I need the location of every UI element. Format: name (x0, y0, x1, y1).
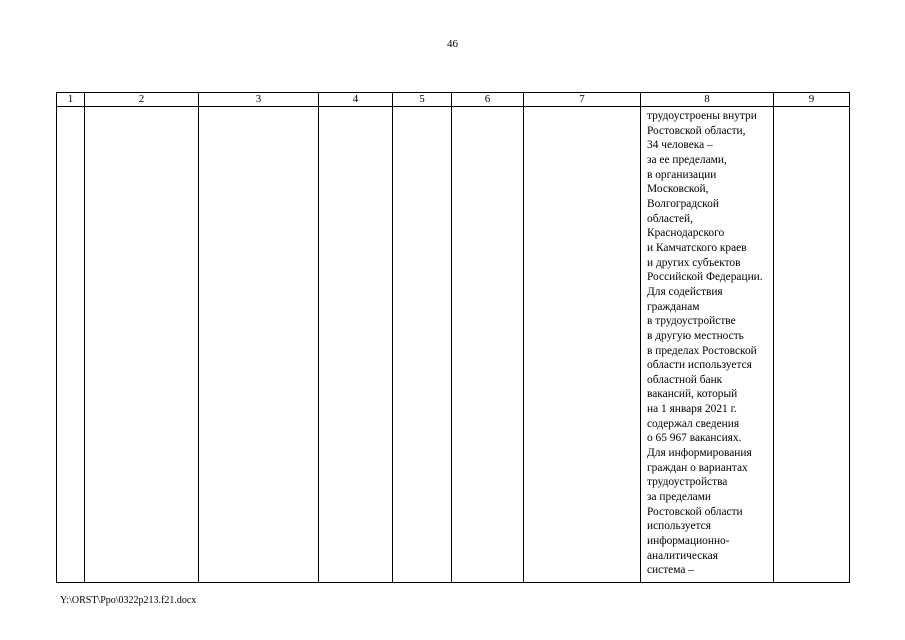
col8-text-line: аналитическая (647, 549, 718, 562)
col8-text-line: трудоустроены внутри (647, 110, 757, 122)
col8-text-line: о 65 967 вакансиях. (647, 432, 742, 445)
column-header-7: 7 (524, 93, 641, 107)
col8-text-line: на 1 января 2021 г. (647, 403, 737, 416)
col8-text-line: Краснодарского (647, 227, 725, 240)
col8-text-line: содержал сведения (647, 417, 740, 430)
col8-text-line: и Камчатского краев (647, 241, 747, 254)
data-table (56, 92, 850, 583)
col8-text-line: областей, (647, 212, 693, 225)
col8-text-line: Российской Федерации. (647, 271, 763, 284)
col8-text-line: в другую местность (647, 329, 744, 342)
table-cell-col6 (452, 107, 524, 583)
table-cell-col4 (319, 107, 393, 583)
column-header-1: 1 (57, 93, 85, 107)
col8-text-line: в организации (647, 168, 717, 181)
col8-text-line: информационно- (647, 535, 730, 548)
col8-text-line: трудоустройства (647, 476, 728, 489)
column-header-3: 3 (199, 93, 319, 107)
table-cell-col3 (199, 107, 319, 583)
column-header-4: 4 (319, 93, 393, 107)
column-header-8: 8 (641, 93, 774, 107)
column-header-2: 2 (85, 93, 199, 107)
table-cell-col2 (85, 107, 199, 583)
footer-file-path: Y:\ORST\Ppo\0322p213.f21.docx (60, 595, 197, 606)
column-header-9: 9 (774, 93, 850, 107)
col8-text-line: Ростовской области, (647, 124, 746, 137)
col8-text-line: Волгоградской (647, 197, 719, 210)
col8-text-line: за ее пределами, (647, 153, 727, 166)
table-header-row (57, 93, 850, 107)
col8-text-line: система – (647, 564, 694, 577)
col8-text-line: в трудоустройстве (647, 315, 736, 328)
col8-text-line: 34 человека – (647, 139, 713, 152)
col8-text-line: Для содействия (647, 285, 723, 298)
column-header-6: 6 (452, 93, 524, 107)
col8-text-line: используется (647, 520, 711, 533)
table-cell-col8 (641, 107, 774, 583)
table-cell-col5 (393, 107, 452, 583)
col8-text-line: Московской, (647, 183, 709, 196)
table-cell-col7 (524, 107, 641, 583)
col8-text-line: области используется (647, 359, 752, 372)
table-cell-col1 (57, 107, 85, 583)
col8-text-block (641, 107, 773, 578)
page-number: 46 (447, 38, 458, 50)
column-header-5: 5 (393, 93, 452, 107)
table-cell-col9 (774, 107, 850, 583)
col8-text-line: гражданам (647, 300, 700, 313)
col8-text-line: Для информирования (647, 447, 752, 460)
col8-text-line: вакансий, который (647, 388, 738, 401)
table-row (57, 107, 850, 583)
col8-text-line: граждан о вариантах (647, 461, 748, 474)
col8-text-line: Ростовской области (647, 505, 743, 518)
col8-text-line: за пределами (647, 491, 711, 504)
col8-text-line: и других субъектов (647, 256, 741, 269)
col8-text-line: в пределах Ростовской (647, 344, 757, 357)
col8-text-line: областной банк (647, 373, 723, 386)
